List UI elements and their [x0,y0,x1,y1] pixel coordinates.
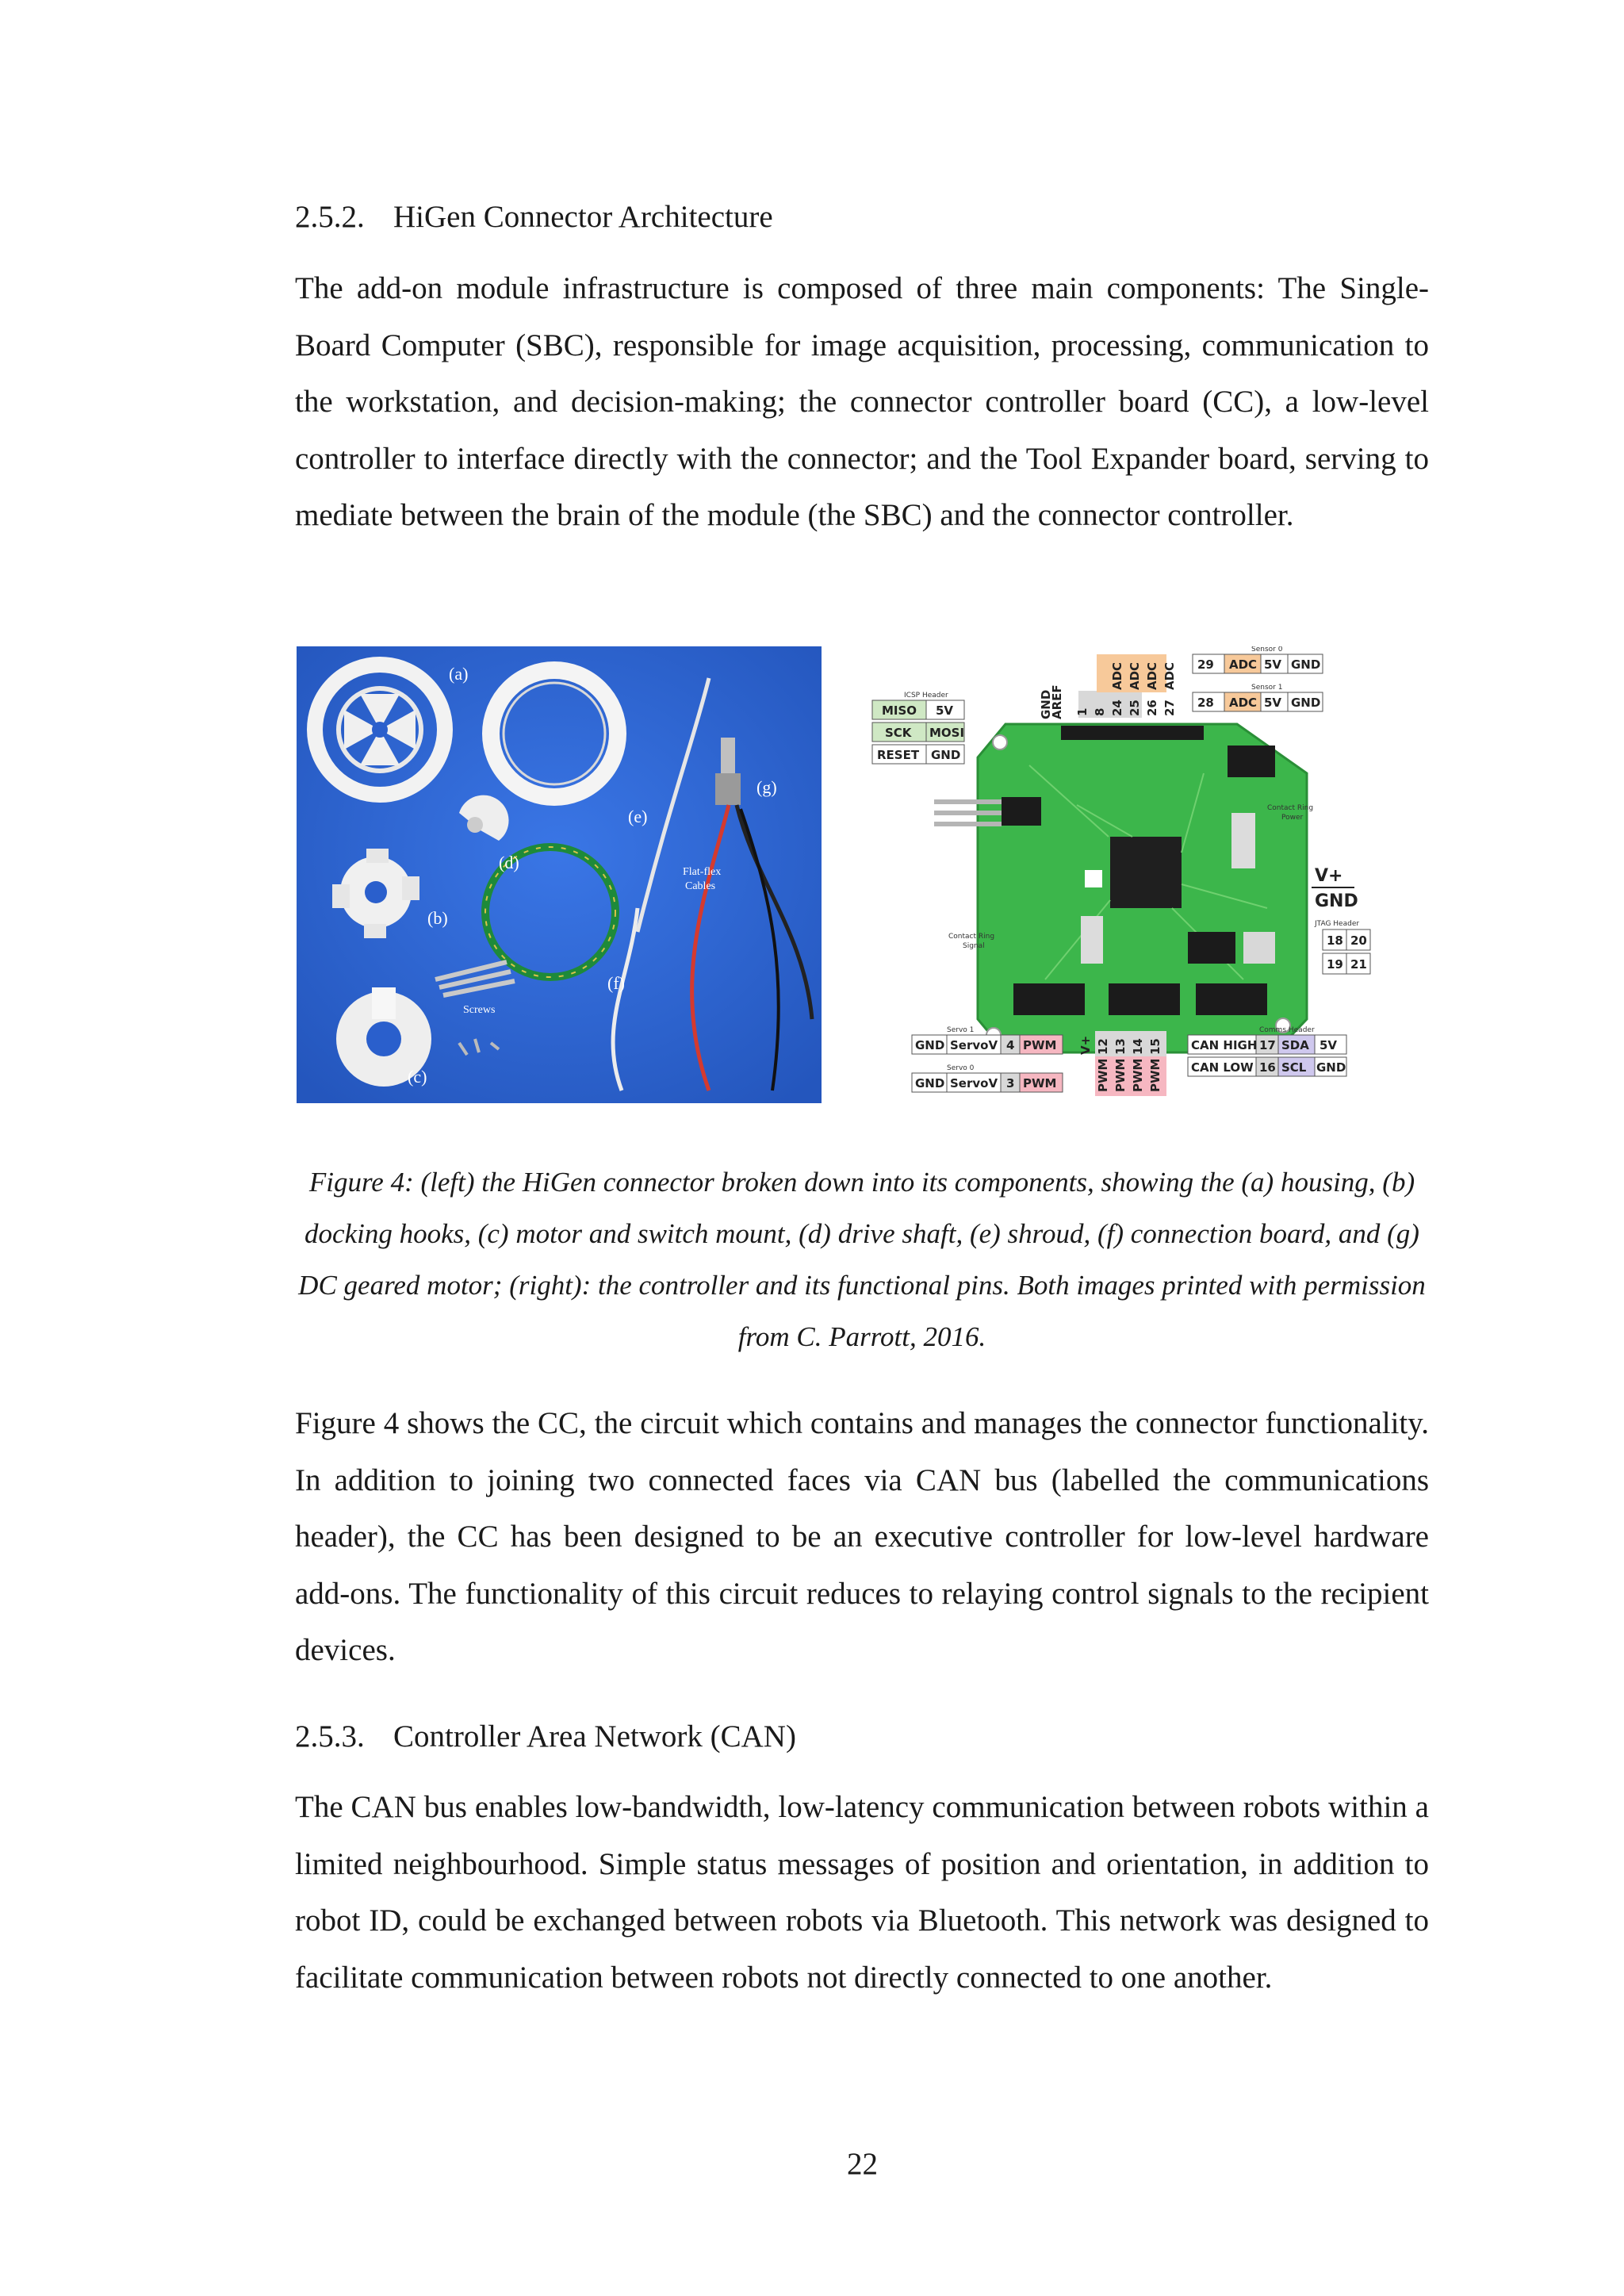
servo0-title: Servo 0 [947,1064,975,1072]
sensor0-title: Sensor 0 [1251,646,1283,654]
top-pin-27: 27 [1162,700,1177,716]
servo1-pwm: PWM [1023,1038,1057,1052]
label-d: (d) [499,853,519,872]
jtag-21: 21 [1350,957,1367,972]
top-pin-8: 8 [1093,707,1107,716]
label-flatflex-2: Cables [685,880,716,892]
comms-can-high: CAN HIGH [1191,1038,1258,1052]
top-pin-gnd: GND [1039,689,1053,719]
connector-components-photo [297,646,822,1103]
label-f: (f) [607,973,625,993]
jtag-header [1323,930,1370,974]
icsp-mosi: MOSI [929,726,965,740]
middle-pin-13: 13 [1113,1038,1128,1055]
contact-ring-signal-2: Signal [963,942,985,950]
label-g: (g) [756,777,777,797]
comms-header [1188,1035,1346,1076]
top-adc-3: ADC [1145,661,1159,690]
comms-16: 16 [1259,1060,1276,1075]
jtag-title: JTAG Header [1315,920,1360,928]
label-c: (c) [408,1067,427,1087]
sensor1-5v: 5V [1264,696,1282,710]
comms-can-low: CAN LOW [1191,1060,1254,1075]
top-pin-aref: AREF [1050,684,1064,719]
comms-17: 17 [1259,1038,1276,1052]
section-title: HiGen Connector Architecture [393,200,773,234]
controller-pinout-diagram [871,646,1427,1103]
servo0-servov: ServoV [950,1076,998,1091]
servo1-header [912,1035,1063,1054]
contact-ring-signal-1: Contact Ring [948,933,995,941]
servo1-gnd: GND [915,1038,945,1052]
servo1-servov: ServoV [950,1038,998,1052]
top-pin-25: 25 [1128,700,1142,716]
servo0-gnd: GND [915,1076,945,1091]
page-number: 22 [847,2147,878,2181]
contact-ring-power-2: Power [1281,814,1304,822]
servo0-pin: 3 [1006,1076,1015,1091]
top-pin-26: 26 [1145,700,1159,716]
figure-4 [297,646,1427,1103]
icsp-header [872,700,964,764]
power-gnd: GND [1315,891,1358,911]
jtag-20: 20 [1350,933,1367,948]
top-adc-4: ADC [1162,661,1177,690]
top-pin-header [1039,654,1177,719]
sensor0-gnd: GND [1291,657,1321,672]
top-pin-24: 24 [1110,700,1124,716]
section-heading-2-5-2 [295,197,773,238]
sensor1-gnd: GND [1291,696,1321,710]
power-vplus: V+ [1315,866,1343,886]
comms-scl: SCL [1281,1060,1307,1075]
comms-sda: SDA [1281,1038,1309,1052]
comms-title: Comms Header [1259,1026,1315,1034]
label-a: (a) [449,664,469,684]
middle-pwm-15: PWM [1148,1058,1162,1092]
label-b: (b) [427,908,448,928]
servo0-header [912,1073,1063,1092]
top-adc-2: ADC [1128,661,1142,690]
section-title: Controller Area Network (CAN) [393,1719,796,1754]
middle-pin-12: 12 [1096,1038,1110,1055]
sensor0-pin: 29 [1197,657,1214,672]
middle-pwm-14: PWM [1131,1058,1145,1092]
icsp-gnd: GND [931,748,961,762]
sensor0-header [1193,654,1323,673]
section-heading-2-5-3 [295,1716,796,1757]
section-number: 2.5.2. [295,200,365,234]
icsp-miso: MISO [882,703,917,718]
middle-pwm-header [1078,1031,1166,1096]
contact-ring-power-1: Contact Ring [1267,804,1314,812]
comms-5v: 5V [1320,1038,1338,1052]
section-paragraph: The add-on module infrastructure is composed of three main components: The Single-Board Computer (SBC), responsible for image acquisition, processing, communication to the workstation, and decision-making; the connector controller board (CC), a low-level controller to interface directly with the connector; and the Tool Expander board, serving to mediate between the brain of the module (the SBC) and the connector controller. [295,271,1429,532]
icsp-5v: 5V [936,703,954,718]
middle-pin-15: 15 [1148,1038,1162,1055]
middle-pwm-13: PWM [1113,1058,1128,1092]
pcb-board [934,724,1307,1052]
sensor1-pin: 28 [1197,696,1214,710]
icsp-title: ICSP Header [904,692,948,700]
body-paragraph: Figure 4 shows the CC, the circuit which contains and manages the connector functionality. In addition to joining two connected faces via CAN bus (labelled the communications header), the CC has been designed to be an executive controller for low-level hardware add-ons. The functionality of this circuit reduces to relaying control signals to the recipient devices. [295,1406,1429,1667]
servo0-pwm: PWM [1023,1076,1057,1091]
icsp-sck: SCK [885,726,912,740]
icsp-reset: RESET [877,748,920,762]
top-pin-1: 1 [1075,707,1090,716]
middle-vplus: V+ [1078,1035,1093,1055]
middle-pin-14: 14 [1131,1038,1145,1055]
section-number: 2.5.3. [295,1719,365,1754]
comms-gnd: GND [1316,1060,1346,1075]
label-e: (e) [628,807,648,826]
jtag-19: 19 [1327,957,1343,972]
servo1-title: Servo 1 [947,1026,975,1034]
label-screws: Screws [463,1004,496,1016]
figure-caption: Figure 4: (left) the HiGen connector broken down into its components, showing the (a) housing, (b) docking hooks, (c) motor and switch mount, (d) drive shaft, (e) shroud, (f) connection board, and (g) DC geared motor; (right): the controller and its functional pins. Both images printed with permission from C. Parrott, 2016. [298,1167,1426,1352]
middle-pwm-12: PWM [1096,1058,1110,1092]
sensor0-5v: 5V [1264,657,1282,672]
sensor1-header [1193,692,1323,711]
section-paragraph: The CAN bus enables low-bandwidth, low-latency communication between robots within a limited neighbourhood. Simple status messages of position and orientation, in addition to robot ID, could be exchanged between robots via Bluetooth. This network was designed to facilitate communication between robots not directly connected to one another. [295,1790,1429,1995]
servo1-pin: 4 [1006,1038,1015,1052]
label-flatflex-1: Flat-flex [683,866,722,878]
jtag-18: 18 [1327,933,1343,948]
sensor1-title: Sensor 1 [1251,684,1283,692]
top-adc-1: ADC [1110,661,1124,690]
sensor0-adc: ADC [1229,657,1258,672]
sensor1-adc: ADC [1229,696,1258,710]
